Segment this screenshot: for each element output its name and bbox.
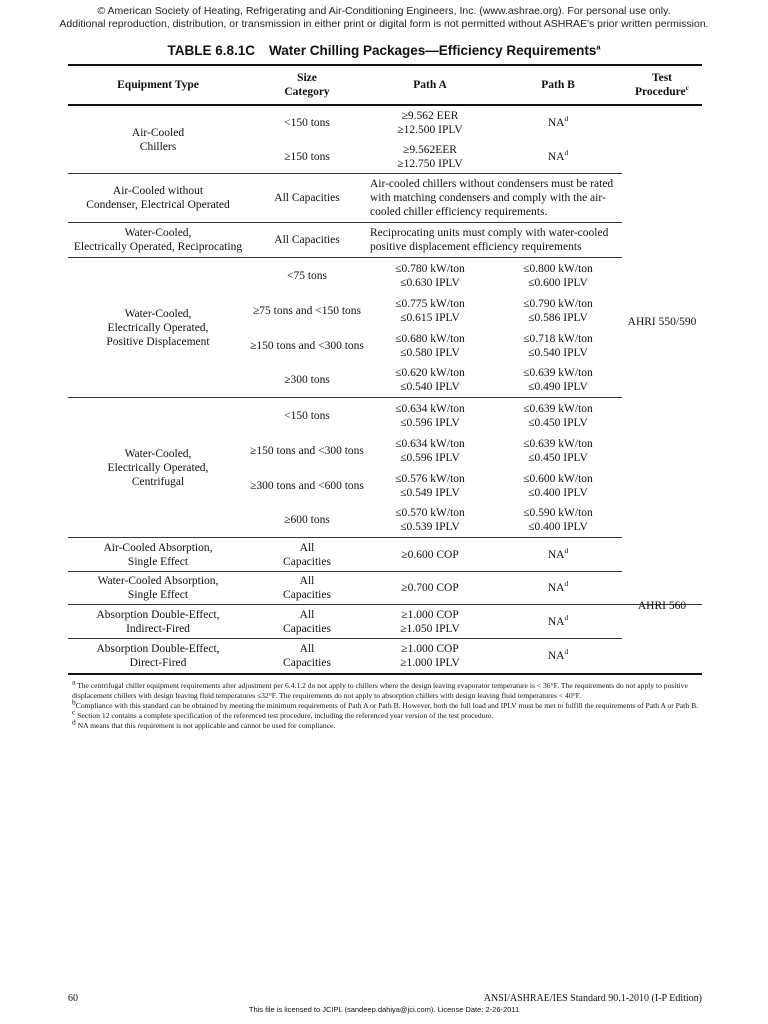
path-a-value: ≤0.634 kW/ton ≤0.596 IPLV: [395, 402, 465, 429]
size-category: All Capacities: [283, 608, 331, 635]
path-b-value: $NA^d$: [547, 147, 569, 163]
size-category: ≥300 tons and <600 tons: [250, 479, 364, 492]
path-b-value: $NA^d$: [547, 545, 569, 561]
size-category: All Capacities: [274, 234, 340, 246]
copyright-notice: [0, 5, 768, 31]
path-b-value: ≤0.790 kW/ton ≤0.586 IPLV: [523, 297, 593, 324]
path-a-value: ≤0.634 kW/ton ≤0.596 IPLV: [395, 437, 465, 464]
size-category: <150 tons: [284, 409, 330, 422]
table-title: [0, 43, 768, 58]
path-a-value: ≤0.620 kW/ton ≤0.540 IPLV: [395, 367, 465, 393]
equipment-air-cooled-absorption: Air-Cooled Absorption, Single Effect: [103, 541, 213, 568]
footnote-c: $^c$ Section 12 contains a complete specification of the referenced test procedure, including the referenced year version of the test procedure.: [72, 707, 494, 720]
test-procedure-ahri-560: AHRI 560: [637, 599, 687, 612]
header-path-b: Path B: [541, 79, 575, 91]
requirement-note: Reciprocating units must comply with water-cooled positive displacement efficiency requirements: [370, 227, 609, 253]
equipment-absorption-double-effect-direct: Absorption Double-Effect, Direct-Fired: [96, 643, 220, 669]
path-a-value: ≥0.600 COP: [401, 548, 459, 561]
copyright-line-1: © American Society of Heating, Refrigerating and Air-Conditioning Engineers, Inc. (www.ashrae.org). For personal use only.: [97, 5, 671, 17]
size-category: All Capacities: [274, 192, 340, 204]
path-a-value: ≤0.775 kW/ton ≤0.615 IPLV: [395, 297, 465, 324]
footnote-b: $^b$Compliance with this standard can be obtained by meeting the minimum requirements of Path A or Path B. However, both the full load and IPLV must be met to fulfill the requirements of Path A or Path B.: [72, 697, 699, 710]
path-b-value: ≤0.639 kW/ton ≤0.450 IPLV: [523, 437, 593, 464]
table-title-text: Water Chilling Packages—Efficiency Requirements: [269, 43, 597, 58]
path-b-value: $NA^d$: [547, 113, 569, 129]
test-procedure-ahri-550-590: AHRI 550/590: [627, 315, 697, 328]
path-b-value: ≤0.718 kW/ton ≤0.540 IPLV: [523, 332, 593, 359]
path-b-value: ≤0.800 kW/ton ≤0.600 IPLV: [523, 262, 593, 289]
equipment-water-cooled-positive-displacement: Water-Cooled, Electrically Operated, Positive Displacement: [106, 307, 210, 348]
header-path-a: Path A: [413, 79, 447, 91]
equipment-air-cooled-chillers: Air-Cooled Chillers: [131, 126, 185, 153]
copyright-line-2: Additional reproduction, distribution, or transmission in either print or digital form is not permitted without ASHRAE's prior written permission.: [59, 18, 709, 30]
page-number: 60: [68, 993, 78, 1004]
path-a-value: ≥9.562EER ≥12.750 IPLV: [397, 143, 463, 170]
footnote-d: $^d$ NA means that this requirement is not applicable and cannot be used for compliance.: [72, 717, 336, 730]
equipment-water-cooled-reciprocating: Water-Cooled, Electrically Operated, Reciprocating: [73, 227, 243, 253]
size-category: ≥150 tons and <300 tons: [250, 444, 364, 457]
path-b-value: $NA^d$: [547, 612, 569, 628]
requirement-note: Air-cooled chillers without condensers must be rated with matching condensers and comply with the air- cooled chiller efficiency requirements.: [370, 178, 614, 218]
standard-edition: ANSI/ASHRAE/IES Standard 90.1-2010 (I-P Edition): [483, 993, 702, 1004]
header-size-category: Size Category: [284, 72, 330, 98]
path-b-value: ≤0.600 kW/ton ≤0.400 IPLV: [523, 472, 593, 499]
path-a-value: ≤0.576 kW/ton ≤0.549 IPLV: [395, 472, 465, 499]
path-b-value: $NA^d$: [547, 647, 569, 662]
size-category: <75 tons: [286, 269, 328, 282]
path-b-value: ≤0.639 kW/ton ≤0.490 IPLV: [523, 367, 593, 393]
size-category: ≥150 tons: [284, 150, 330, 163]
header-test-procedure: Test Procedure$^c$: [634, 72, 689, 98]
table-number: TABLE 6.8.1C: [167, 43, 255, 58]
path-a-value: ≤0.780 kW/ton ≤0.630 IPLV: [395, 262, 465, 289]
size-category: ≥600 tons: [284, 514, 330, 526]
path-b-value: ≤0.639 kW/ton ≤0.450 IPLV: [523, 402, 593, 429]
path-b-value: $NA^d$: [547, 579, 569, 594]
path-a-value: ≥1.000 COP ≥1.000 IPLV: [400, 643, 460, 669]
size-category: ≥150 tons and <300 tons: [250, 339, 364, 352]
path-a-value: ≥9.562 EER ≥12.500 IPLV: [397, 109, 463, 136]
size-category: All Capacities: [283, 575, 331, 601]
path-a-value: ≤0.680 kW/ton ≤0.580 IPLV: [395, 332, 465, 359]
table-footnotes: [72, 677, 702, 731]
path-a-value: ≤0.570 kW/ton ≤0.539 IPLV: [395, 507, 465, 533]
equipment-water-cooled-absorption: Water-Cooled Absorption, Single Effect: [97, 575, 219, 601]
size-category: All Capacities: [283, 643, 331, 669]
header-equipment-type: Equipment Type: [117, 79, 199, 91]
footnote-a: $^a$ The centrifugal chiller equipment requirements after adjustment per 6.4.1.2 do not apply to chillers where the design leaving evaporator temperature is < 36°F. The requirements do not apply to positive displacement chillers with design leaving fluid temperatures ≤32°F. The requirements do not apply to absorption chillers with design leaving fluid temperatures < 40°F.: [72, 677, 688, 700]
size-category: ≥75 tons and <150 tons: [253, 304, 361, 317]
table-bottom-rule: [68, 673, 702, 675]
equipment-absorption-double-effect-indirect: Absorption Double-Effect, Indirect-Fired: [96, 608, 220, 635]
equipment-water-cooled-centrifugal: Water-Cooled, Electrically Operated, Centrifugal: [107, 447, 209, 488]
size-category: ≥300 tons: [284, 374, 330, 386]
size-category: <150 tons: [284, 116, 330, 129]
equipment-air-cooled-without-condenser: Air-Cooled without Condenser, Electrical Operated: [86, 185, 230, 211]
size-category: All Capacities: [283, 541, 331, 568]
path-a-value: ≥1.000 COP ≥1.050 IPLV: [400, 608, 460, 635]
path-b-value: ≤0.590 kW/ton ≤0.400 IPLV: [523, 507, 593, 533]
license-notice: This file is licensed to JCIPL (sandeep.dahiya@jci.com). License Date: 2-26-2011: [248, 1005, 520, 1014]
path-a-value: ≥0.700 COP: [401, 582, 459, 594]
table-title-footnote-mark: a: [596, 42, 601, 52]
